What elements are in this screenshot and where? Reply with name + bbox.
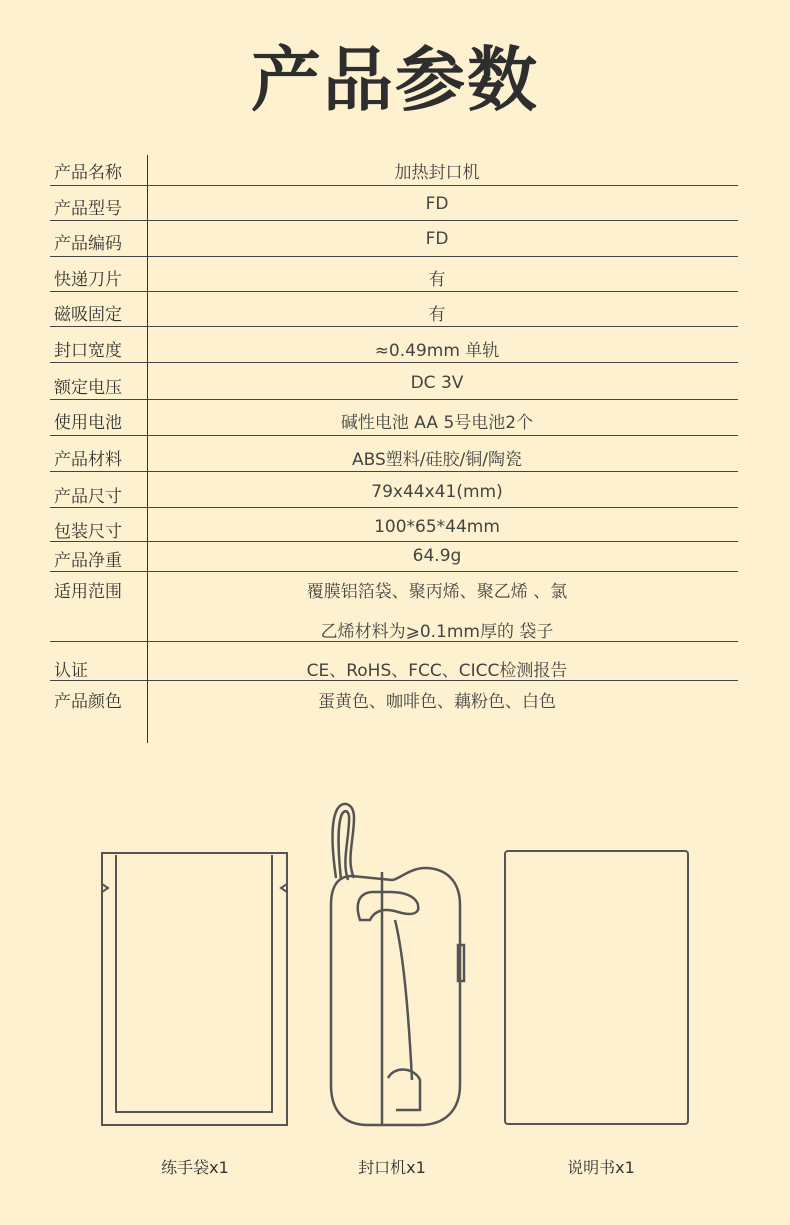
- page-title: 产品参数: [251, 39, 539, 121]
- table-row: [50, 400, 738, 436]
- table-row: [50, 221, 738, 257]
- spec-value: 碱性电池 AA 5号电池2个: [340, 413, 534, 433]
- spec-label: 产品材料: [54, 450, 122, 470]
- spec-value: FD: [425, 194, 449, 214]
- spec-value: CE、RoHS、FCC、CICC检测报告: [306, 661, 568, 681]
- item-caption-manual: 说明书x1: [567, 1158, 635, 1177]
- spec-value: 64.9g: [412, 546, 462, 566]
- table-row: [50, 186, 738, 221]
- table-row: [50, 572, 738, 642]
- table-row: [50, 436, 738, 472]
- manual-icon: [505, 851, 688, 1124]
- spec-label: 产品名称: [54, 163, 122, 183]
- spec-label: 产品编码: [54, 234, 122, 254]
- spec-label: 磁吸固定: [54, 305, 122, 325]
- spec-value: 79x44x41(mm): [371, 482, 503, 502]
- table-row: [50, 151, 738, 186]
- spec-value-line2: 乙烯材料为⩾0.1mm厚的 袋子: [320, 622, 554, 642]
- table-row: [50, 642, 738, 681]
- spec-value: 有: [428, 270, 446, 290]
- spec-label: 适用范围: [54, 582, 122, 602]
- item-caption-sealer: 封口机x1: [358, 1158, 426, 1177]
- spec-value: FD: [425, 229, 449, 249]
- spec-label: 封口宽度: [54, 341, 122, 361]
- spec-label: 认证: [54, 661, 88, 681]
- spec-value: 加热封口机: [394, 163, 480, 183]
- spec-value: ≈0.49mm 单轨: [374, 341, 500, 361]
- spec-label: 快递刀片: [54, 270, 122, 290]
- spec-label: 产品净重: [54, 551, 122, 571]
- table-row: [50, 472, 738, 508]
- bag-icon: [102, 853, 287, 1125]
- package-contents: [0, 790, 790, 1210]
- table-row: [50, 681, 738, 741]
- spec-value: ABS塑料/硅胶/铜/陶瓷: [352, 450, 522, 470]
- spec-value: 100*65*44mm: [374, 517, 500, 537]
- table-row: [50, 327, 738, 363]
- table-row: [50, 292, 738, 327]
- spec-label: 产品颜色: [54, 692, 122, 712]
- spec-label: 使用电池: [54, 413, 122, 433]
- item-caption-bag: 练手袋x1: [161, 1158, 229, 1177]
- spec-label: 包装尺寸: [54, 522, 122, 542]
- spec-value: 蛋黄色、咖啡色、藕粉色、白色: [318, 692, 556, 712]
- spec-label: 产品尺寸: [54, 487, 122, 507]
- spec-value: DC 3V: [410, 373, 464, 393]
- table-row: [50, 542, 738, 572]
- table-row: [50, 363, 738, 400]
- spec-label: 额定电压: [54, 378, 122, 398]
- table-row: [50, 257, 738, 292]
- sealer-icon: [331, 804, 464, 1125]
- spec-value: 覆膜铝箔袋、聚丙烯、聚乙烯 、氯: [306, 582, 568, 602]
- spec-label: 产品型号: [54, 199, 122, 219]
- spec-value: 有: [428, 305, 446, 325]
- table-row: [50, 508, 738, 542]
